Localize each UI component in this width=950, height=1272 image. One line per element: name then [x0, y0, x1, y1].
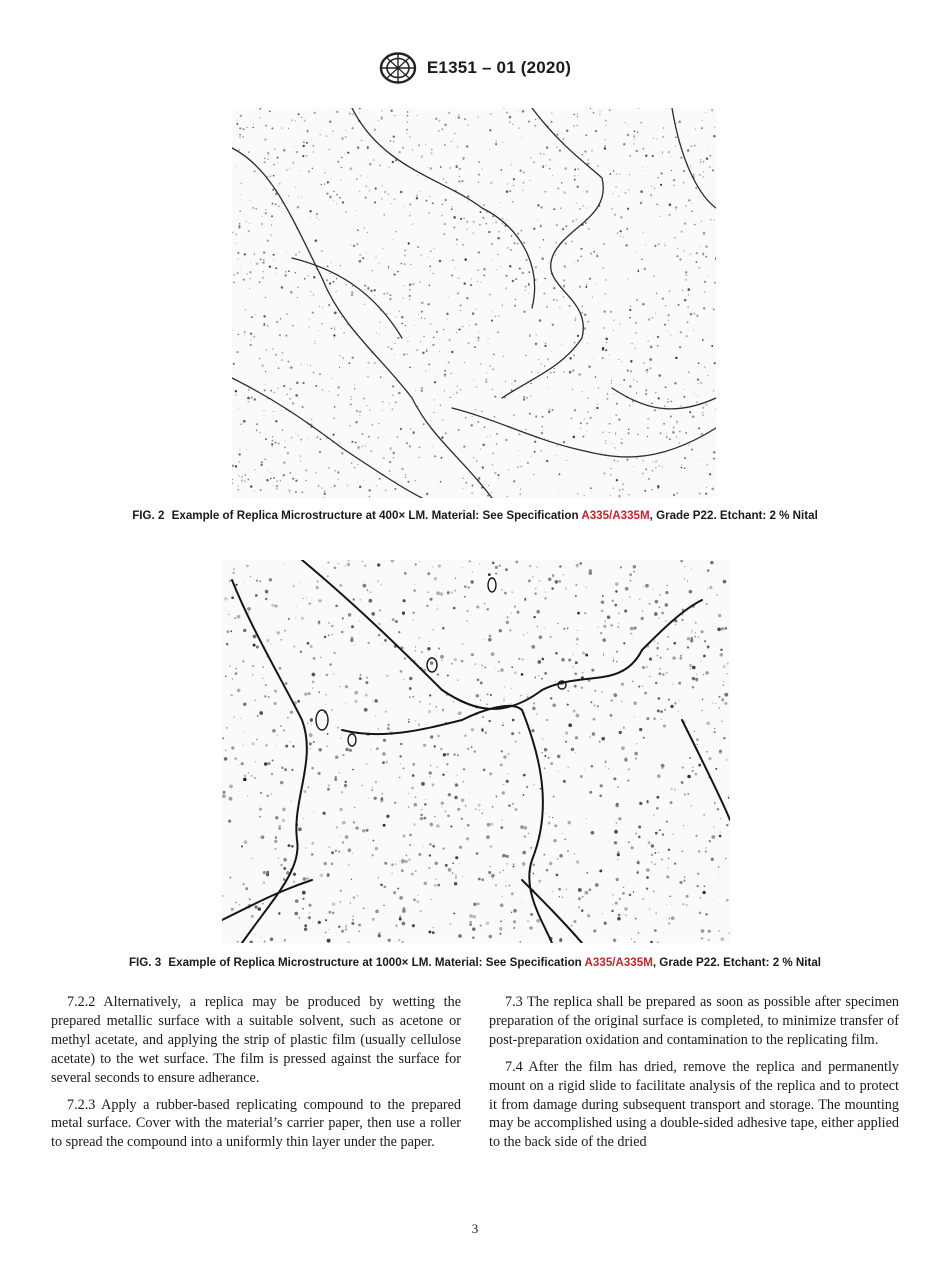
paragraph-7-3: 7.3 The replica shall be prepared as soon as possible after specimen preparation of the original surface is completed, to minimize transfer of post-preparation oxidation and contamination to the replicating film. [489, 994, 899, 1048]
figure-2-caption-tail: , Grade P22. Etchant: 2 % Nital [649, 509, 818, 522]
figure-3-label: FIG. 3 [128, 956, 162, 969]
figure-2-caption [0, 509, 950, 522]
figure-2-micrograph [232, 108, 716, 498]
figure-3-micrograph [222, 560, 730, 943]
astm-logo [379, 52, 417, 84]
figure-2-spec-link[interactable]: A335/A335M [581, 509, 650, 522]
paragraph-7-2-3: 7.2.3 Apply a rubber-based replicating compound to the prepared metal surface. Cover with the material’s carrier paper, then use a roller to spread the compound into a uniformly thin layer under the paper. [51, 1096, 461, 1151]
page-number: 3 [471, 1221, 479, 1236]
paragraph-7-4: 7.4 After the film has dried, remove the replica and permanently mount on a rigid slide to facilitate analysis of the replica and to protect it from damage during subsequent transport and storage. The mounting may be accomplished using a double-sided adhesive tape, either applied to the back side of the dried [489, 1058, 899, 1151]
figure-3-caption-text: Example of Replica Microstructure at 1000× LM. Material: See Specification [168, 956, 582, 969]
right-column [489, 993, 899, 1152]
figure-3-caption [0, 956, 950, 969]
figure-2-caption-text: Example of Replica Microstructure at 400× LM. Material: See Specification [171, 509, 579, 522]
left-column [51, 993, 461, 1152]
paragraph-7-2-2: 7.2.2 Alternatively, a replica may be produced by wetting the prepared metallic surface with a suitable solvent, such as acetone or methyl acetate, and applying the strip of plastic film (usually cellulose acetate) to the wet surface. The film is pressed against the surface for several seconds to ensure adherance. [51, 994, 461, 1086]
page-header [0, 52, 950, 84]
figure-2-label: FIG. 2 [132, 509, 165, 522]
figure-3-spec-link[interactable]: A335/A335M [584, 956, 653, 969]
figure-3-caption-tail: , Grade P22. Etchant: 2 % Nital [652, 956, 822, 969]
document-designation: E1351 – 01 (2020) [426, 58, 572, 77]
